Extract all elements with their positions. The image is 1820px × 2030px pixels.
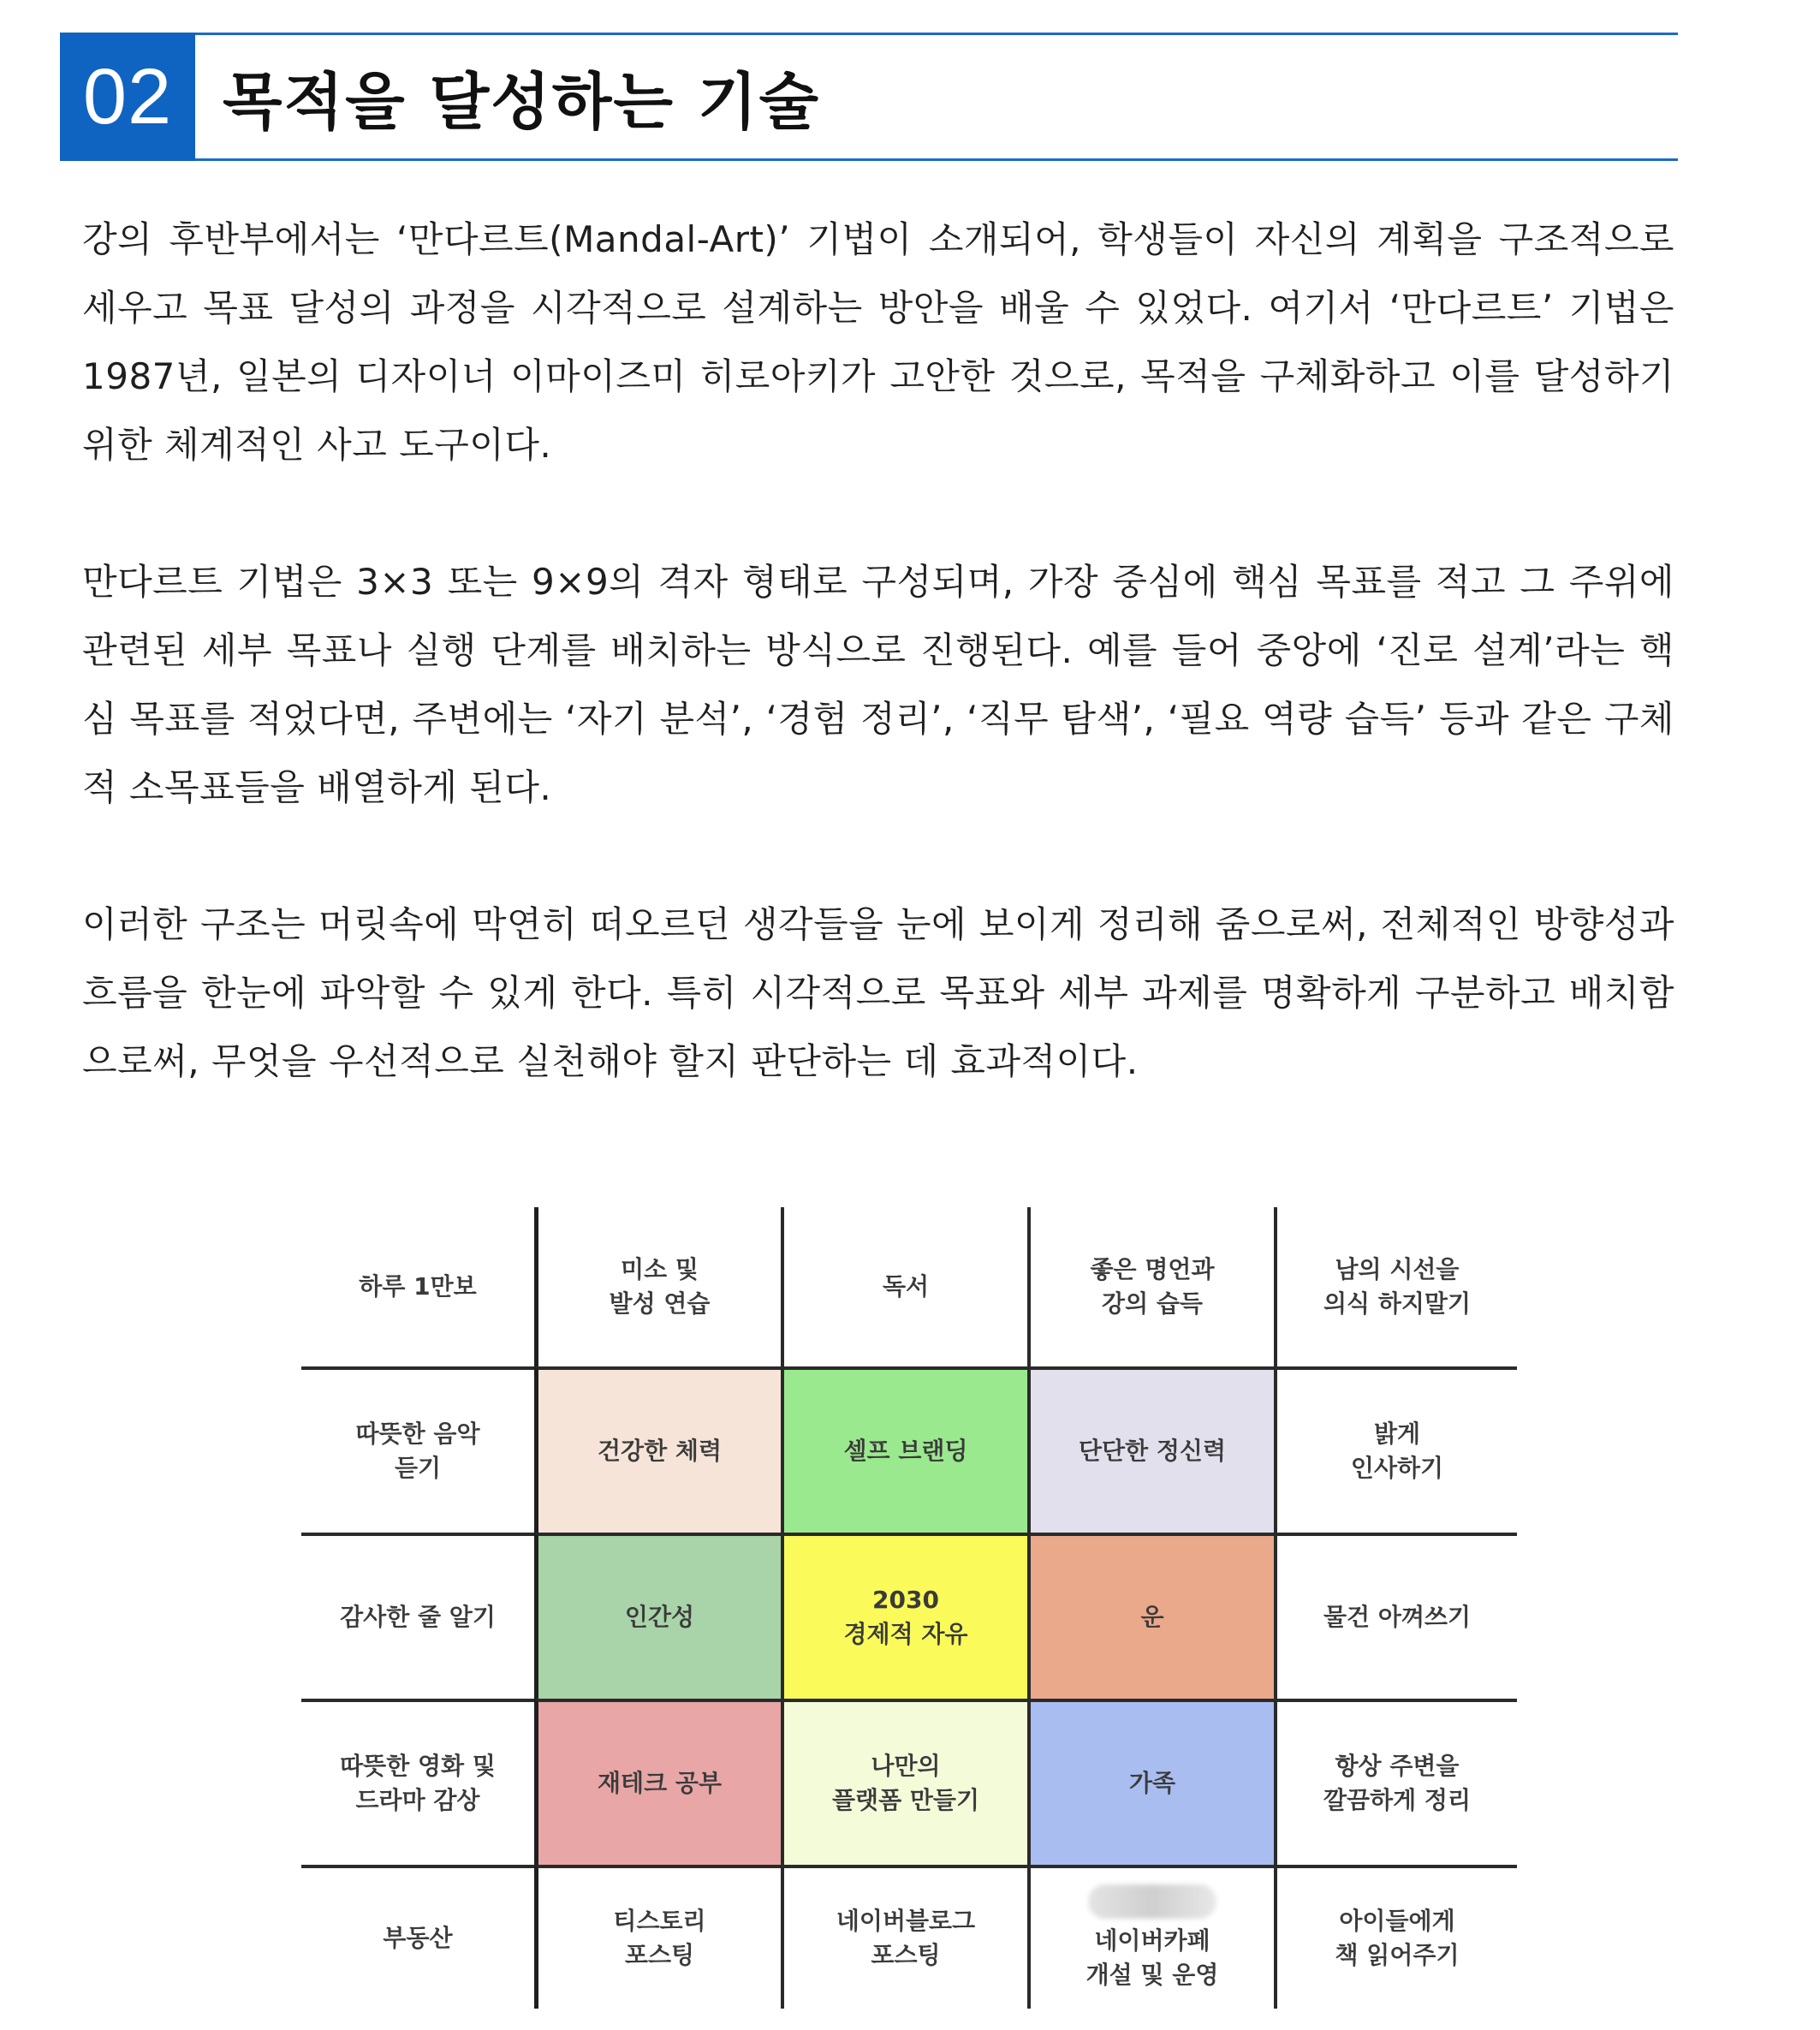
- grid-cell-text: 단단한 정신력: [1078, 1437, 1227, 1465]
- grid-cell-content: [1351, 1417, 1443, 1485]
- grid-cell-text: 독서: [882, 1272, 930, 1301]
- grid-cell-text: 아이들에게 책 읽어주기: [1335, 1907, 1460, 1969]
- grid-cell-content: [610, 1253, 711, 1321]
- grid-cell-r4-c4: [1027, 1699, 1274, 1865]
- mandal-art-grid-image: [301, 1207, 1517, 2009]
- grid-cell-text: 밝게 인사하기: [1350, 1420, 1444, 1482]
- grid-cell-text: 네이버카페 개설 및 운영: [1085, 1926, 1219, 1989]
- grid-cell-text: 가족: [1128, 1769, 1176, 1797]
- grid-cell-content: [1091, 1253, 1215, 1321]
- grid-cell-content: [844, 1583, 968, 1652]
- grid-cell-text: 재테크 공부: [598, 1769, 722, 1797]
- grid-cell-content: [359, 1270, 476, 1304]
- grid-cell-content: [1323, 1253, 1471, 1321]
- grid-cell-content: [598, 1766, 722, 1801]
- grid-cell-r2-c3: [781, 1366, 1027, 1533]
- grid-cell-content: [844, 1434, 968, 1468]
- grid-cell-content: [340, 1749, 496, 1818]
- grid-cell-r5-c1: [301, 1865, 534, 2009]
- grid-cell-r4-c3: [781, 1699, 1027, 1865]
- section-number: 02: [60, 33, 195, 161]
- grid-cell-content: [832, 1749, 979, 1818]
- grid-cell-r3-c5: [1274, 1533, 1517, 1699]
- grid-cell-text: 물건 아껴쓰기: [1323, 1603, 1472, 1631]
- grid-cell-text: 인간성: [624, 1603, 695, 1631]
- grid-cell-r2-c4: [1027, 1366, 1274, 1533]
- grid-cell-r3-c3: [781, 1533, 1027, 1699]
- grid-cell-text: 건강한 체력: [598, 1437, 722, 1465]
- grid-cell-r5-c4: [1027, 1865, 1274, 2009]
- grid-cell-text: 따뜻한 음악 듣기: [355, 1420, 480, 1482]
- grid-cell-r1-c1: [301, 1207, 534, 1366]
- grid-cell-content: [383, 1921, 452, 1956]
- grid-cell-content: [1086, 1884, 1219, 1992]
- grid-cell-text: 티스토리 포스팅: [613, 1907, 706, 1969]
- blurred-redaction: [1088, 1884, 1216, 1919]
- grid-cell-text: 미소 및 발성 연습: [609, 1255, 711, 1318]
- grid-cell-r4-c2: [534, 1699, 781, 1865]
- grid-cell-text: 셀프 브랜딩: [843, 1437, 968, 1465]
- grid-cell-r1-c2: [534, 1207, 781, 1366]
- grid-cell-r5-c3: [781, 1865, 1027, 2009]
- mandal-art-grid: [301, 1207, 1517, 2009]
- grid-cell-content: [1079, 1434, 1226, 1468]
- grid-cell-content: [598, 1434, 722, 1468]
- paragraph-3: 이러한 구조는 머릿속에 막연히 떠오르던 생각들을 눈에 보이게 정리해 줌으로써, 전체적인 방향성과 흐름을 한눈에 파악할 수 있게 한다. 특히 시각적으로 목표와 세부 과제를 명확하게 구분하고 배치함으로써, 무엇을 우선적으로 실천해야 할지 판단하는 데 효과적이다.: [82, 903, 1674, 1082]
- grid-cell-r5-c2: [534, 1865, 781, 2009]
- paragraph-2: 만다르트 기법은 3×3 또는 9×9의 격자 형태로 구성되며, 가장 중심에 핵심 목표를 적고 그 주위에 관련된 세부 목표나 실행 단계를 배치하는 방식으로 진행된다. 예를 들어 중앙에 ‘진로 설계’라는 핵심 목표를 적었다면, 주변에는 ‘자기 분석’, ‘경험 정리’, ‘직무 탐색’, ‘필요 역량 습득’ 등과 같은 구체적 소목표들을 배열하게 된다.: [82, 561, 1674, 808]
- grid-cell-text: 운: [1140, 1603, 1164, 1631]
- grid-cell-content: [625, 1600, 694, 1634]
- grid-cell-text: 네이버블로그 포스팅: [836, 1907, 976, 1969]
- grid-cell-text: 나만의 플랫폼 만들기: [831, 1752, 980, 1814]
- grid-cell-content: [613, 1904, 705, 1973]
- grid-cell-text: 항상 주변을 깔끔하게 정리: [1323, 1752, 1472, 1814]
- grid-cell-r1-c5: [1274, 1207, 1517, 1366]
- grid-cell-content: [1140, 1600, 1163, 1634]
- grid-cell-text: 좋은 명언과 강의 습득: [1090, 1255, 1215, 1318]
- grid-cell-text: 감사한 줄 알기: [340, 1603, 496, 1631]
- grid-cell-r5-c5: [1274, 1865, 1517, 2009]
- grid-cell-r3-c2: [534, 1533, 781, 1699]
- grid-cell-text: 부동산: [383, 1924, 453, 1952]
- section-title: 목적을 달성하는 기술: [223, 66, 821, 138]
- grid-cell-r2-c5: [1274, 1366, 1517, 1533]
- grid-cell-r4-c5: [1274, 1699, 1517, 1865]
- grid-cell-text: 따뜻한 영화 및 드라마 감상: [340, 1752, 496, 1814]
- section-header: [60, 33, 1678, 161]
- grid-cell-content: [356, 1417, 480, 1485]
- grid-cell-r1-c3: [781, 1207, 1027, 1366]
- grid-cell-r3-c4: [1027, 1533, 1274, 1699]
- grid-cell-content: [836, 1904, 975, 1973]
- grid-cell-content: [340, 1600, 496, 1634]
- grid-cell-text: 2030 경제적 자유: [843, 1586, 968, 1648]
- grid-cell-text: 남의 시선을 의식 하지말기: [1323, 1255, 1472, 1318]
- grid-cell-content: [1323, 1749, 1471, 1818]
- grid-cell-content: [883, 1270, 929, 1304]
- grid-cell-r1-c4: [1027, 1207, 1274, 1366]
- grid-cell-r2-c1: [301, 1366, 534, 1533]
- grid-cell-text: 하루 1만보: [359, 1272, 477, 1301]
- grid-cell-content: [1323, 1600, 1471, 1634]
- paragraph-1: 강의 후반부에서는 ‘만다르트(Mandal-Art)’ 기법이 소개되어, 학생들이 자신의 계획을 구조적으로 세우고 목표 달성의 과정을 시각적으로 설계하는 방안을 배울 수 있었다. 여기서 ‘만다르트’ 기법은 1987년, 일본의 디자이너 이마이즈미 히로아키가 고안한 것으로, 목적을 구체화하고 이를 달성하기 위한 체계적인 사고 도구이다.: [82, 218, 1674, 466]
- grid-cell-r2-c2: [534, 1366, 781, 1533]
- article-body: [82, 205, 1674, 1164]
- grid-cell-content: [1335, 1904, 1460, 1973]
- grid-cell-r3-c1: [301, 1533, 534, 1699]
- grid-cell-content: [1129, 1766, 1175, 1801]
- grid-cell-r4-c1: [301, 1699, 534, 1865]
